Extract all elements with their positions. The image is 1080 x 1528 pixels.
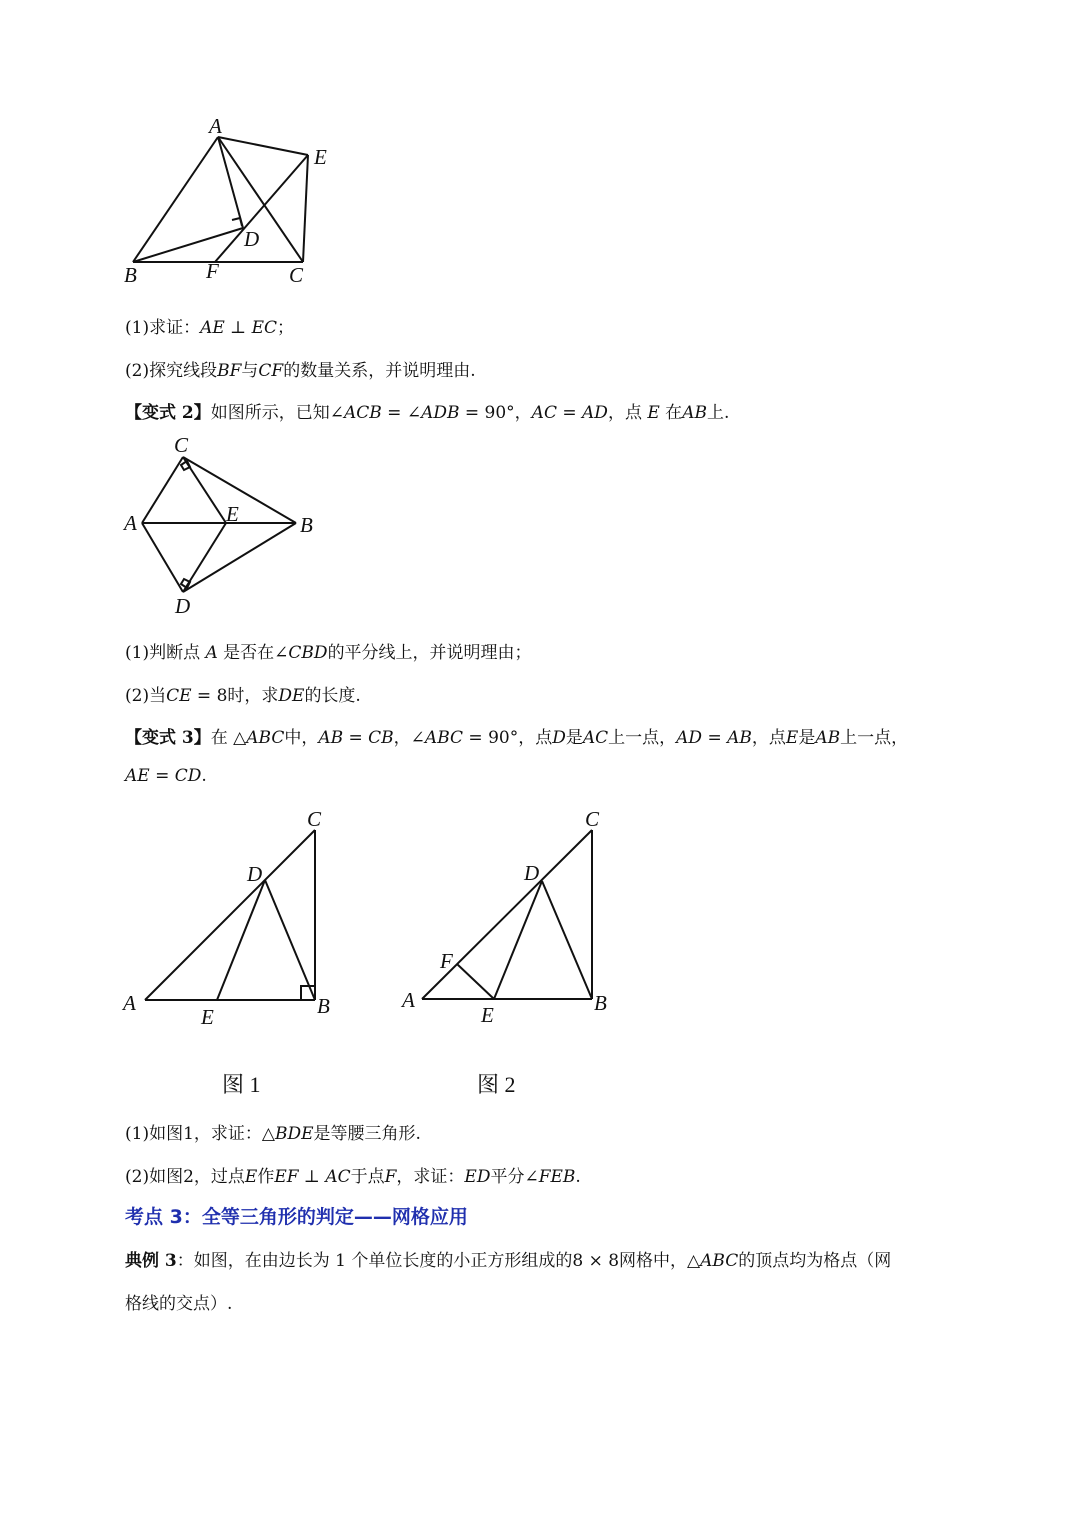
variant2-q2: (2)当CE = 8时，求DE的长度. <box>125 686 361 706</box>
figure3a-lines <box>145 830 315 1000</box>
figure-kite-acbde <box>0 430 1080 620</box>
figure3a-caption: 图 1 <box>222 1072 261 1097</box>
variant3-statement-line2: AE = CD. <box>125 766 207 786</box>
figure1-label-c: C <box>289 263 304 287</box>
example3-line2: 格线的交点）. <box>125 1294 233 1314</box>
figure2-lines <box>142 457 296 592</box>
figure2-label-c: C <box>174 433 189 457</box>
variant3-q2: (2)如图2，过点E作EF ⊥ AC于点F，求证：ED平分∠FEB. <box>125 1167 581 1187</box>
figure3b-label-b: B <box>594 991 607 1015</box>
example3-label: 典例 3 <box>125 1251 177 1271</box>
figure3b-caption: 图 2 <box>477 1072 516 1097</box>
figure2-label-e: E <box>226 502 239 526</box>
figure3a-label-e: E <box>201 1005 214 1029</box>
figure-right-triangle-1 <box>0 800 400 1040</box>
problem1-q1: (1)求证：AE ⊥ EC； <box>125 318 294 338</box>
figure1-label-e: E <box>314 145 327 169</box>
figure2-label-d: D <box>175 594 191 618</box>
figure1-label-b: B <box>124 263 137 287</box>
figure1-lines <box>133 137 308 262</box>
figure3a-label-c: C <box>307 807 322 831</box>
figure-quadrilateral-abcdef <box>0 0 1080 300</box>
figure3b-label-d: D <box>524 861 540 885</box>
figure1-label-f: F <box>206 259 219 283</box>
section3-heading: 考点 3：全等三角形的判定——网格应用 <box>125 1206 468 1228</box>
variant2-tag: 【变式 2】 <box>125 403 211 423</box>
figure1-label-a: A <box>209 114 222 138</box>
figure3a-label-a: A <box>123 991 136 1015</box>
variant3-tag: 【变式 3】 <box>125 728 211 748</box>
variant3-statement-line1: 【变式 3】在 △ABC中，AB = CB，∠ABC = 90°，点D是AC上一点，AD = AB，点E是AB上一点， <box>125 728 909 748</box>
figure1-label-d: D <box>244 227 260 251</box>
figure-right-triangle-2 <box>390 800 690 1040</box>
figure2-label-a: A <box>124 511 137 535</box>
example3-line1: 典例 3：如图，在由边长为 1 个单位长度的小正方形组成的8 × 8网格中，△ABC的顶点均为格点（网 <box>125 1251 892 1271</box>
figure2-label-b: B <box>300 513 313 537</box>
figure3a-label-d: D <box>247 862 263 886</box>
figure3b-label-e: E <box>481 1003 494 1027</box>
figure3a-label-b: B <box>317 994 330 1018</box>
variant2-statement: 【变式 2】如图所示，已知∠ACB = ∠ADB = 90°，AC = AD，点 E 在AB上. <box>125 403 730 423</box>
figure3b-label-f: F <box>440 949 453 973</box>
figure3b-label-a: A <box>402 988 415 1012</box>
variant2-q1: (1)判断点 A 是否在∠CBD的平分线上，并说明理由； <box>125 643 532 663</box>
problem1-q2: (2)探究线段BF与CF的数量关系，并说明理由. <box>125 361 476 381</box>
figure3b-lines <box>422 830 592 999</box>
variant3-q1: (1)如图1，求证：△BDE是等腰三角形. <box>125 1124 421 1144</box>
figure3b-label-c: C <box>585 807 600 831</box>
